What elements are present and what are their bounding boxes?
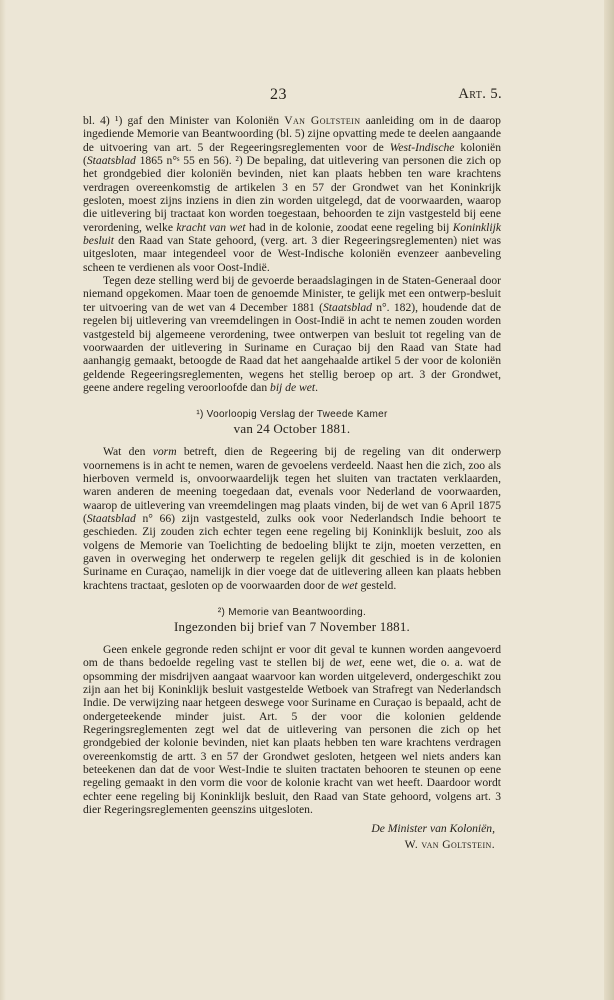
intro-paragraph: bl. 4) ¹) gaf den Minister van Koloniën Van Goltstein aanleiding om in de daarop ingediende Memorie van Beantwoording (bl. 5) zijne opvatting mede te deelen aangaande de uitvoering van art. 5 der Regeeringsreglementen voor de West-Indische koloniën (Staatsblad 1865 n°ˢ 55 en 56). ²) De bepaling, dat uitlevering van personen die zich op het grondgebied dier koloniën bevinden, niet kan plaats hebben ten ware krachtens verdragen overeenkomstig de artikelen 3 en 57 der Grondwet van het Koninkrijk gesloten, moest zijns inziens in dien zin worden uitgelegd, dat de voorwaarden, waarop die uitlevering bij tractaat kon worden toegestaan, behoorden te zijn vastgesteld bij eene verordening, welke kracht van wet had in de kolonie, zoodat eene regeling bij Koninklijk besluit den Raad van State gehoord, (verg. art. 3 dier Regeeringsreglementen) niet was uitgesloten, maar integendeel voor de West-Indische koloniën evenzeer aanbeveling scheen te verdienen als voor Oost-Indië. [83, 114, 501, 274]
footnote-1-date: van 24 October 1881. [233, 421, 351, 437]
page-body [83, 114, 501, 853]
article-heading: Art. 5. [458, 86, 502, 102]
signature-name: W. van Goltstein. [404, 838, 495, 852]
second-paragraph: Tegen deze stelling werd bij de gevoerde beraadslagingen in de Staten-Generaal door niemand opgekomen. Maar toen de genoemde Minister, te gelijk met een ontwerp-besluit ter uitvoering van de wet van 4 December 1881 (Staatsblad n°. 182), houdende dat de regelen bij uitlevering van vreemdelingen in Oost-Indië in acht te nemen zouden worden vastgesteld bij algemeene verordening, twee ontwerpen van besluit tot regeling van de voorwaarden der uitlevering in Suriname en Curaçao bij den Raad van State had aanhangig gemaakt, betoogde de Raad dat het aangehaalde artikel 5 der voor de koloniën geldende Regeeringsreglementen, wegens het stellig beroep op art. 3 der Grondwet, geene andere regeling veroorloofde dan bij de wet. [83, 274, 502, 394]
footnote-1-text: Wat den vorm betreft, dien de Regeering bij de regeling van dit onderwerp voornemens is in acht te nemen, waren de gevoelens verdeeld. Naast hen die zich, zoo als hierboven vermeld is, onvoorwaardelijk tegen het sluiten van tractaten verklaarden, waren anderen de meening toegedaan dat, evenals voor Nederland de voorwaarden, waarop de uitlevering van vreemdelingen mag plaats vinden, bij de wet van 6 April 1875 (Staatsblad n° 66) zijn vastgesteld, zulks ook voor Nederlandsch Indie behoort te geschieden. Zij zouden zich echter tegen eene regeling bij Koninklijk besluit, zoo als volgens de Memorie van Toelichting de bedoeling blijkt te zijn, moeten verzetten, en gaven in overweging het onderwerp te regelen gelijk dit geschied is in de kolonien Suriname en Curaçao, namelijk in dier voege dat de uitlevering alleen kan plaats hebben krachtens tractaat, gesloten op de voorwaarden door de wet gesteld. [83, 445, 502, 592]
minister-name: Van Goltstein [284, 114, 361, 127]
page-edge-right [604, 0, 614, 1000]
signature-role: De Minister van Koloniën, [371, 822, 495, 836]
footnote-2-text: Geen enkele gegronde reden schijnt er voor dit geval te kunnen worden aangevoerd om de thans bedoelde regeling vast te stellen bij de wet, eene wet, die o. a. wat de opsomming der misdrijven aangaat waarvoor kan worden uitgeleverd, ondergeschikt zou zijn aan het bij Koninklijk besluit vastgestelde Wetboek van Strafregt van Nederlandsch Indie. De verwijzing naar hetgeen deswege voor Suriname en Curaçao is bepaald, acht de ondergeteekende minder juist. Art. 5 der voor die kolonien geldende Regeringsreglementen zegt wel dat de uitlevering van personen die zich op het grondgebied der kolonie bevinden, niet kan plaats hebben ten ware krachtens verdragen overeenkomstig de artt. 3 en 57 der Grondwet gesloten, hetgeen wel niets anders kan beteekenen dan dat de voor West-Indie te sluiten tractaten behooren te steunen op eene regeling gemaakt in den vorm die voor de kolonie kracht van wet heeft. Daardoor wordt echter eene regeling bij Koninklijk besluit, den Raad van State gehoord, volgens art. 3 dier Regeringsreglementen geenszins uitgesloten. [83, 643, 501, 817]
footnote-2-date: Ingezonden bij brief van 7 November 1881. [174, 619, 410, 634]
footnote-1-title: ¹) Voorloopig Verslag der Tweede Kamer [196, 409, 388, 421]
footnote-2-title: ²) Memorie van Beantwoording. [217, 607, 367, 618]
page-number: 23 [270, 86, 287, 103]
page-header [0, 86, 614, 106]
page-edge-left [0, 0, 6, 1000]
signature-block [83, 821, 501, 853]
